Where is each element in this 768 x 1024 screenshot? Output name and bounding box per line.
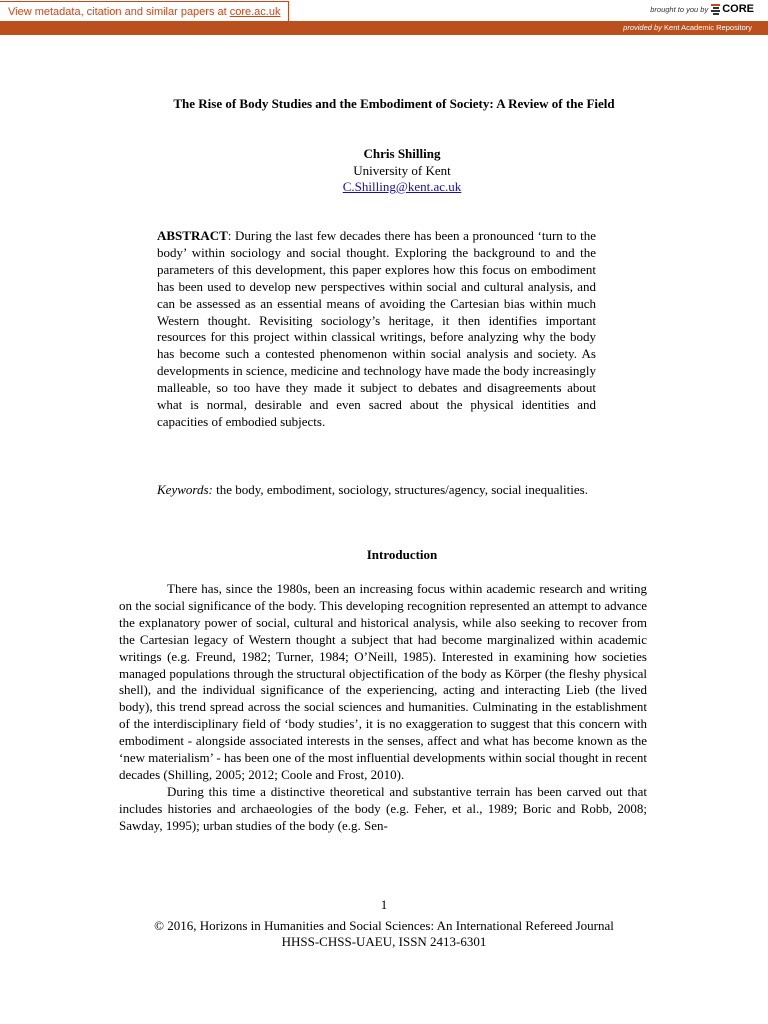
core-provided-bar [0, 21, 768, 35]
footer-issn: HHSS-CHSS-UAEU, ISSN 2413-6301 [281, 934, 487, 949]
core-link[interactable]: core.ac.uk [229, 5, 281, 18]
core-logo-icon [711, 4, 720, 15]
keywords-label: Keywords: [157, 482, 213, 497]
author-name: Chris Shilling [363, 146, 441, 161]
paper-title: The Rise of Body Studies and the Embodiment of Society: A Review of the Field [173, 96, 615, 111]
core-logo[interactable] [711, 3, 754, 15]
footer-copyright: © 2016, Horizons in Humanities and Social Sciences: An International Refereed Journal [154, 918, 614, 933]
brought-by-text: brought to you by [650, 4, 709, 14]
abstract-label: ABSTRACT [157, 228, 228, 243]
keywords [157, 481, 596, 498]
page-footer [0, 918, 768, 950]
provided-by-source: Kent Academic Repository [664, 23, 752, 32]
body-paragraph: During this time a distinctive theoretical and substantive terrain has been carved out that includes histories and archaeologies of the body (e.g. Feher, et al., 1989; Boric and Robb, 2008; Sawday, 1995); urban studies of the body (e.g. Sen- [119, 783, 647, 833]
body-text [119, 581, 647, 835]
core-brought-by [650, 3, 754, 15]
abstract [157, 228, 596, 431]
core-metadata-box[interactable] [0, 1, 289, 22]
core-banner [0, 0, 768, 21]
core-metadata-text: View metadata, citation and similar papers at [8, 5, 227, 18]
page-number: 1 [380, 897, 388, 912]
author-email-link[interactable]: C.Shilling@kent.ac.uk [342, 179, 462, 194]
abstract-text: : During the last few decades there has been a pronounced ‘turn to the body’ within sociology and social thought. Exploring the background to and the parameters of this development, this paper explores how this focus on embodiment has been used to develop new perspectives within social and cultural analysis, and can be assessed as an essential means of avoiding the Cartesian bias within much Western thought. Revisiting sociology’s heritage, it then identifies important resources for this project within classical writings, before analyzing why the body has become such a contested phenomenon within social analysis and society. As developments in science, medicine and technology have made the body increasingly malleable, so too have they made it subject to debates and disagreements about what is normal, desirable and even sacred about the physical identities and capacities of embodied subjects. [157, 228, 596, 429]
author-block [0, 146, 768, 196]
core-provided [623, 23, 752, 32]
author-affiliation: University of Kent [353, 162, 451, 178]
core-logo-text: CORE [722, 3, 754, 15]
keywords-text: the body, embodiment, sociology, structures/agency, social inequalities. [212, 482, 588, 497]
section-heading: Introduction [366, 547, 438, 562]
provided-by-prefix: provided by [623, 23, 662, 32]
body-paragraph: There has, since the 1980s, been an increasing focus within academic research and writing on the social significance of the body. This developing recognition represented an attempt to advance the explanatory power of social, cultural and historical analysis, while also seeking to recover from the Cartesian legacy of Western thought a subject that had become marginalized within academic writings (e.g. Freund, 1982; Turner, 1984; O’Neill, 1985). Interested in examining how societies managed populations through the structural objectification of the body as Körper (the fleshy physical shell), and the individual significance of the experiencing, acting and interacting Lieb (the lived body), this trend spread across the social sciences and humanities. Culminating in the establishment of the interdisciplinary field of ‘body studies’, it is no exaggeration to suggest that this concern with embodiment - alongside associated interests in the senses, affect and what has become known as the ‘new materialism’ - has been one of the most influential developments within social thought in recent decades (Shilling, 2005; 2012; Coole and Frost, 2010). [119, 581, 647, 782]
